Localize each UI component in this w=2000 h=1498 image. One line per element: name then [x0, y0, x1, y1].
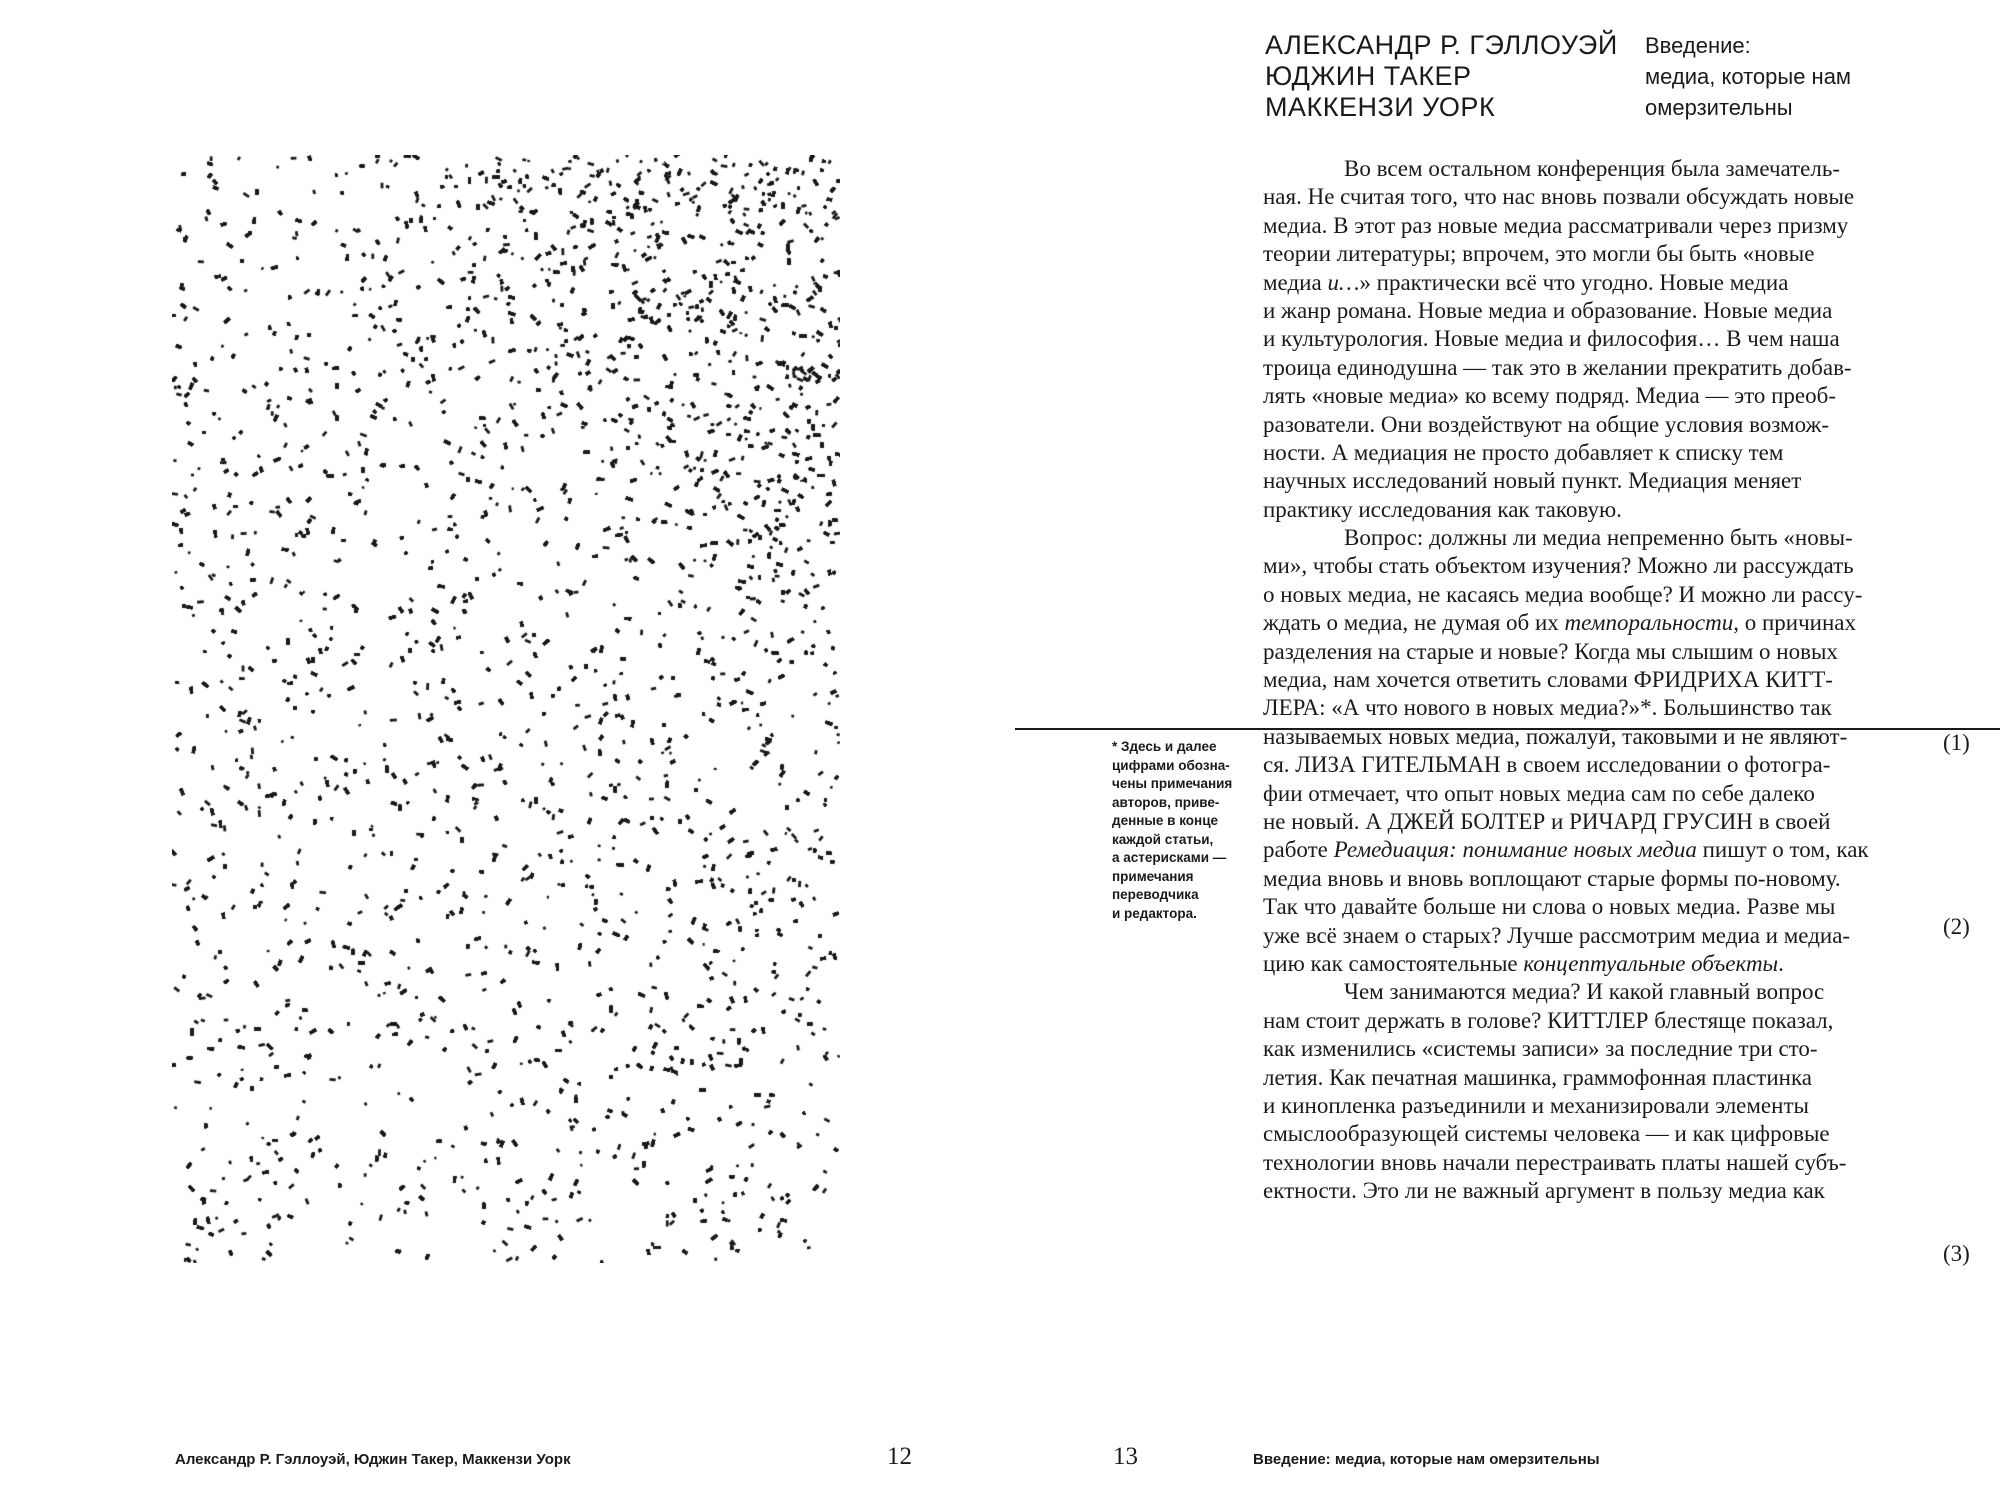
note-ref-2: (2): [1943, 914, 1970, 939]
author-name: ЮДЖИН ТАКЕР: [1265, 61, 1472, 91]
chapter-title-line: медиа, которые нам: [1645, 64, 1852, 89]
body-line: лять «новые медиа» ко всему подряд. Медиа — это преоб-: [1263, 383, 1836, 409]
note-ref-3: (3): [1943, 1241, 1970, 1266]
body-line: как изменились «системы записи» за последние три сто-: [1263, 1036, 1818, 1062]
right-page: [1000, 0, 2000, 1498]
body-line-text: .: [1778, 950, 1784, 976]
footnote-line: и редактора.: [1112, 905, 1197, 921]
body-line: [1263, 269, 1928, 297]
body-line: нам стоит держать в голове? КИТТЛЕР блестяще показал,: [1263, 1007, 1834, 1033]
body-line: Так что давайте больше ни слова о новых медиа. Разве мы: [1263, 894, 1836, 920]
body-line: о новых медиа, не касаясь медиа вообще? И можно ли рассу-: [1263, 581, 1863, 607]
body-line: ми», чтобы стать объектом изучения? Можно ли рассуждать: [1263, 553, 1854, 579]
body-line: и жанр романа. Новые медиа и образование. Новые медиа: [1263, 297, 1833, 323]
body-line-emphasis: и…: [1327, 269, 1360, 295]
body-line: Вопрос: должны ли медиа непременно быть «новы-: [1344, 525, 1853, 551]
footnote-line: * Здесь и далее: [1112, 739, 1217, 754]
body-line-text: работе: [1263, 837, 1334, 863]
author-name: МАККЕНЗИ УОРК: [1265, 92, 1496, 122]
body-line: фии отмечает, что опыт новых медиа сам по себе далеко: [1263, 780, 1815, 806]
footnote-line: примечания: [1112, 868, 1194, 884]
body-line: и культурология. Новые медиа и философия… В чем наша: [1263, 326, 1840, 352]
body-line: смыслообразующей системы человека — и как цифровые: [1263, 1121, 1830, 1147]
body-line: ся. ЛИЗА ГИТЕЛЬМАН в своем исследовании о фотогра-: [1263, 752, 1831, 778]
body-line: [1263, 950, 1928, 978]
body-line-text: , о причинах: [1733, 610, 1856, 636]
body-line: ная. Не считая того, что нас вновь позвали обсуждать новые: [1263, 184, 1855, 210]
left-page-number: 12: [887, 1443, 912, 1470]
body-line: ектности. Это ли не важный аргумент в пользу медиа как: [1263, 1178, 1825, 1204]
author-name: АЛЕКСАНДР Р. ГЭЛЛОУЭЙ: [1265, 30, 1618, 60]
right-running-head: Введение: медиа, которые нам омерзительны: [1253, 1451, 1600, 1468]
chapter-title-line: Введение:: [1645, 33, 1751, 58]
body-line: практику исследования как таковую.: [1263, 496, 1622, 522]
body-line: Чем занимаются медиа? И какой главный вопрос: [1344, 979, 1825, 1005]
body-line-text: цию как самостоятельные: [1263, 950, 1524, 976]
body-line: медиа вновь и вновь воплощают старые формы по-новому.: [1263, 865, 1841, 891]
body-line: теории литературы; впрочем, это могли бы быть «новые: [1263, 241, 1815, 267]
body-line: летия. Как печатная машинка, граммофонная пластинка: [1263, 1064, 1813, 1090]
body-line: медиа, нам хочется ответить словами ФРИДРИХА КИТТ-: [1263, 667, 1833, 693]
body-line: Во всем остальном конференция была замечатель-: [1344, 156, 1841, 181]
body-line: ности. А медиация не просто добавляет к списку тем: [1263, 439, 1784, 465]
right-page-number: 13: [1113, 1443, 1138, 1470]
body-line-emphasis: темпоральности: [1564, 610, 1734, 636]
body-line-emphasis: концептуальные объекты: [1523, 950, 1779, 976]
footnote: [1112, 738, 1237, 923]
note-ref-1: (1): [1943, 730, 1970, 755]
footnote-line: цифрами обозна-: [1112, 757, 1230, 773]
footnote-line: авторов, приве-: [1112, 794, 1220, 810]
body-line-text: пишут о том, как: [1696, 837, 1869, 863]
footnote-line: чены примечания: [1112, 776, 1233, 791]
authors-block: [1265, 30, 1618, 123]
footnote-line: денные в конце: [1112, 813, 1219, 828]
body-line-text: ждать о медиа, не думая об их: [1263, 610, 1565, 636]
body-text: [1263, 155, 1928, 1205]
stipple-canvas: [172, 155, 840, 1263]
body-line: называемых новых медиа, пожалуй, таковыми и не являют-: [1263, 723, 1848, 749]
footnote-line: переводчика: [1112, 887, 1199, 902]
body-line: [1263, 609, 1928, 637]
body-line: троица единодушна — так это в желании прекратить добав-: [1263, 354, 1852, 380]
footnote-line: а астерисками —: [1112, 850, 1227, 865]
stipple-figure: [172, 155, 840, 1263]
chapter-title: [1645, 30, 1851, 123]
body-line: медиа. В этот раз новые медиа рассматривали через призму: [1263, 212, 1849, 238]
body-line: разделения на старые и новые? Когда мы слышим о новых: [1263, 638, 1838, 664]
chapter-title-line: омерзительны: [1645, 95, 1793, 120]
body-line: разователи. Они воздействуют на общие условия возмож-: [1263, 411, 1830, 437]
body-line: ЛЕРА: «А что нового в новых медиа?»*. Большинство так: [1263, 695, 1832, 721]
body-line: и кинопленка разъединили и механизировали элементы: [1263, 1092, 1809, 1118]
footnote-line: каждой статьи,: [1112, 831, 1214, 847]
body-line: научных исследований новый пункт. Медиация меняет: [1263, 468, 1802, 494]
body-line: не новый. А ДЖЕЙ БОЛТЕР и РИЧАРД ГРУСИН в своей: [1263, 808, 1831, 834]
body-line: уже всё знаем о старых? Лучше рассмотрим медиа и медиа-: [1263, 922, 1851, 948]
body-line-text: медиа: [1263, 269, 1328, 295]
body-line: технологии вновь начали перестраивать платы нашей субъ-: [1263, 1149, 1847, 1175]
left-running-head: Александр Р. Гэллоуэй, Юджин Такер, Маккензи Уорк: [175, 1451, 571, 1468]
body-line: [1263, 836, 1928, 864]
body-line-emphasis: Ремедиация: понимание новых медиа: [1333, 837, 1697, 863]
body-line-text: » практически всё что угодно. Новые медиа: [1359, 269, 1789, 295]
